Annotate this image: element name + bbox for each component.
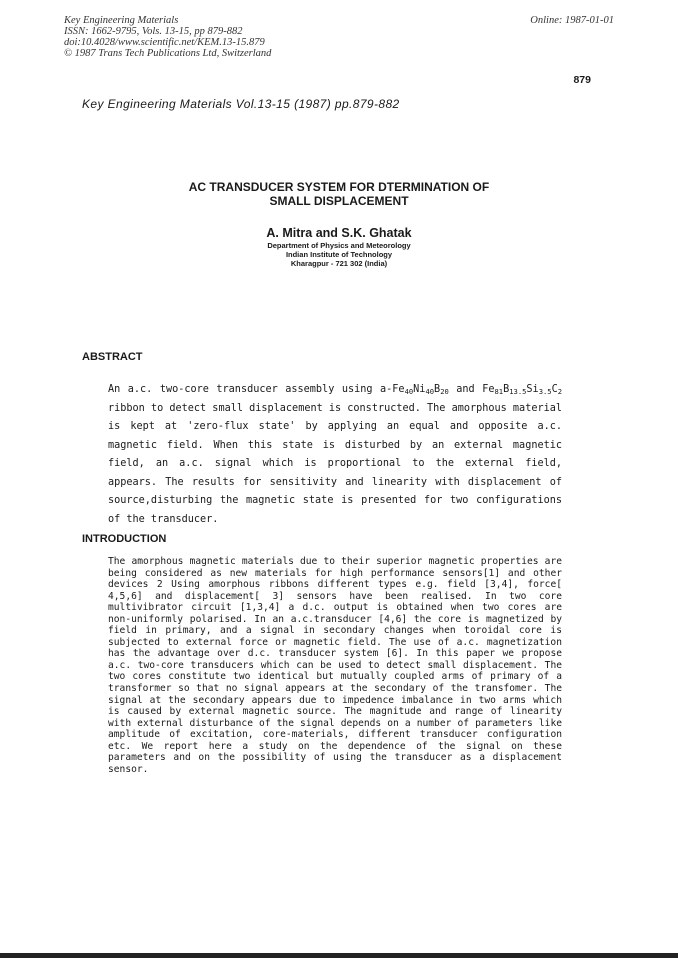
affiliation-address: Kharagpur - 721 302 (India) [290,259,388,268]
introduction-body [82,556,562,775]
journal-line: Key Engineering Materials Vol.13-15 (1987) pp.879-882 [82,97,400,111]
online-date: Online: 1987-01-01 [530,15,614,26]
affiliation [0,241,678,268]
citation-journal: Key Engineering Materials [64,15,179,26]
abstract-and: and [448,384,483,395]
citation-doi: doi:10.4028/www.scientific.net/KEM.13-15.879 [64,37,265,48]
abstract-text-rest: ribbon to detect small displacement is constructed. The amorphous material is kept at 'zero-flux state' by applying an equal and opposite a.c. magnetic field. When this state is disturbed by an external magnetic field, an a.c. signal which is proportional to the external field, appears. The results for sensitivity and linearity with displacement of source,disturbing the magnetic state is presented for two configurations of the transducer. [108,402,562,525]
introduction-paragraph: The amorphous magnetic materials due to their superior magnetic properties are being considered as new materials for high performance sensors[1] and other devices 2 Using amorphous ribbons different types e.g. field [3,4], force[ 4,5,6] and displacement[ 3] sensors have been realised. In two core multivibrator circuit [1,3,4] a d.c. output is obtained when two cores are non-uniformly polarised. In an a.c.transducer [4,6] the core is magnetized by field in primary, and a signal in secondary changes when toroidal core is subjected to external force or magnetic field. The use of a.c. magnetization has the advantage over d.c. transducer system [6]. In this paper we propose a.c. two-core transducers which can be used to detect small displacement. The two cores constitute two identical but mutually coupled arms of primary of a transformer so that no signal appears at the secondary of the transfomer. The signal at the secondary appears due to impedence imbalance in two arms which is caused by external magnetic source. The magnitude and range of linearity with external disturbance of the signal depends on a number of parameters like amplitude of excitation, core-materials, different transducer configuration etc. We report here a study on the dependence of the signal on these parameters and on the possibility of using the transducer as a displacement sensor. [108,556,562,775]
affiliation-department: Department of Physics and Meteorology [267,241,411,250]
abstract-heading: ABSTRACT [82,351,143,363]
bottom-rule [0,953,678,958]
abstract-paragraph [82,381,562,529]
citation-copyright: © 1987 Trans Tech Publications Ltd, Switzerland [64,48,272,59]
citation-issn: ISSN: 1662-9795, Vols. 13-15, pp 879-882 [64,26,243,37]
formula-fe-b-si-c: $Fe_{81}B_{13.5}Si_{3.5}C_2$ [482,384,562,396]
abstract-text-start: An a.c. two-core transducer assembly using a- [108,384,393,395]
formula-fe-ni-b: $Fe_{40}Ni_{40}B_{20}$ [392,384,449,396]
affiliation-institute: Indian Institute of Technology [285,250,393,259]
paper-title [0,180,678,208]
introduction-heading: INTRODUCTION [82,533,167,545]
authors: A. Mitra and S.K. Ghatak [266,226,412,240]
title-line-1: AC TRANSDUCER SYSTEM FOR DTERMINATION OF [188,180,490,194]
page-number: 879 [573,74,591,86]
abstract-body [82,381,562,529]
citation-header [64,15,271,59]
title-line-2: SMALL DISPLACEMENT [269,194,409,208]
